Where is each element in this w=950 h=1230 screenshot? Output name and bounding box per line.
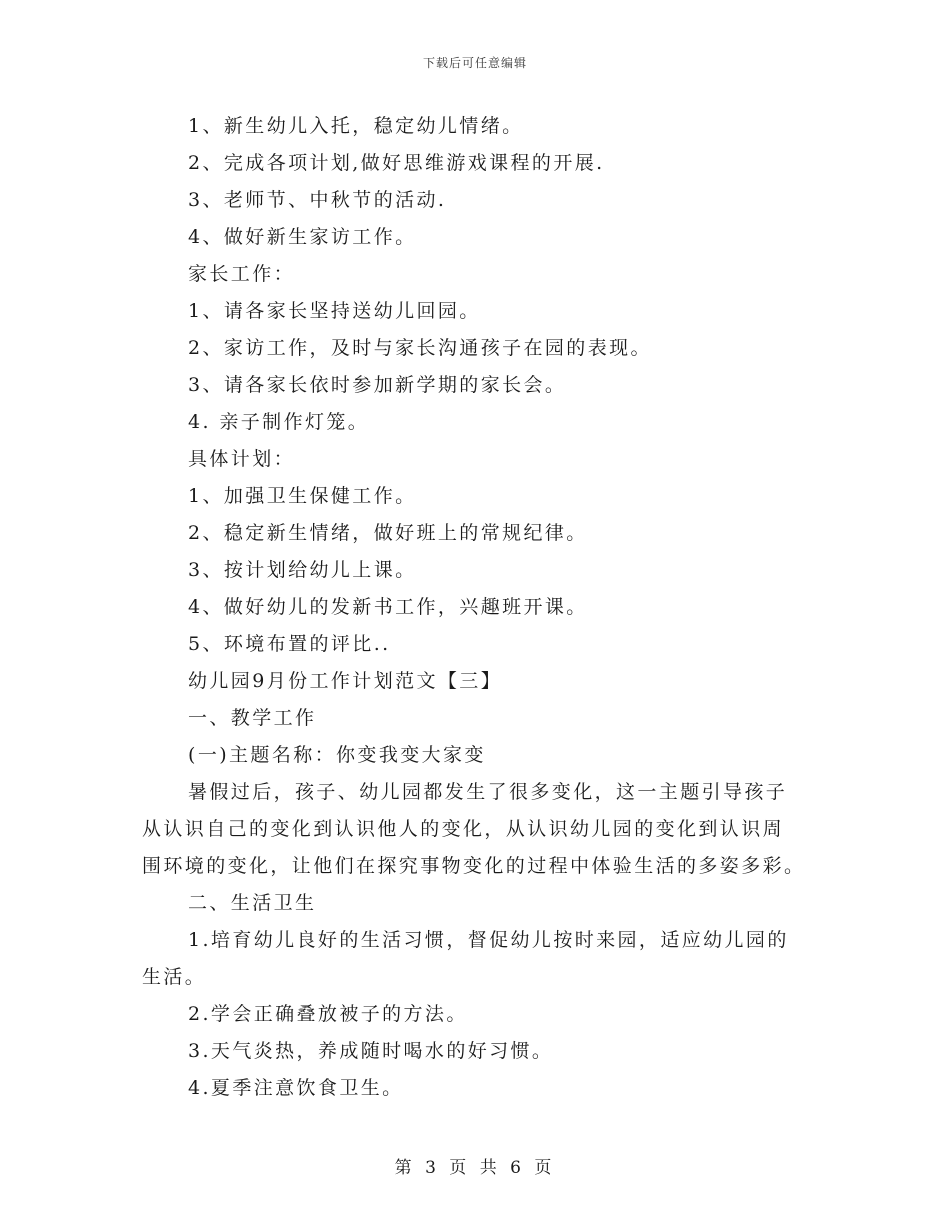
page-number-footer: 第 3 页 共 6 页: [394, 1158, 556, 1178]
paragraph-line: 暑假过后，孩子、幼儿园都发生了很多变化，这一主题引导孩子: [188, 781, 788, 803]
paragraph-line: 从认识自己的变化到认识他人的变化，从认识幼儿园的变化到认识周: [142, 818, 785, 840]
body-line: 2、稳定新生情绪，做好班上的常规纪律。: [188, 522, 588, 544]
section-heading: 一、教学工作: [188, 707, 317, 729]
body-line: 4、做好新生家访工作。: [188, 226, 417, 248]
body-line: 3、老师节、中秋节的活动.: [188, 189, 447, 211]
paragraph-line: 生活。: [142, 966, 207, 988]
body-line: 1、请各家长坚持送幼儿回园。: [188, 300, 481, 322]
document-body: [142, 108, 810, 1107]
body-line: 2.学会正确叠放被子的方法。: [188, 1003, 468, 1025]
body-line: 3、请各家长依时参加新学期的家长会。: [188, 374, 567, 396]
subsection-heading: (一)主题名称：你变我变大家变: [188, 744, 486, 766]
body-line: 2、完成各项计划,做好思维游戏课程的开展.: [188, 152, 605, 174]
section-heading: 家长工作：: [188, 263, 296, 285]
paragraph-line: 围环境的变化，让他们在探究事物变化的过程中体验生活的多姿多彩。: [142, 855, 806, 877]
body-line: 3、按计划给幼儿上课。: [188, 559, 417, 581]
section-heading: 二、生活卫生: [188, 892, 317, 914]
page-header: 下载后可任意编辑: [422, 56, 527, 70]
section-heading: 具体计划：: [188, 448, 296, 470]
body-line: 5、环境布置的评比..: [188, 633, 391, 655]
body-line: 1、加强卫生保健工作。: [188, 485, 417, 507]
paragraph-line: 1.培育幼儿良好的生活习惯，督促幼儿按时来园，适应幼儿园的: [188, 929, 789, 951]
body-line: 4.夏季注意饮食卫生。: [188, 1077, 404, 1099]
body-line: 4. 亲子制作灯笼。: [188, 411, 370, 433]
body-line: 3.天气炎热，养成随时喝水的好习惯。: [188, 1040, 554, 1062]
body-line: 4、做好幼儿的发新书工作，兴趣班开课。: [188, 596, 588, 618]
body-line: 2、家访工作，及时与家长沟通孩子在园的表现。: [188, 337, 652, 359]
article-title: 幼儿园9月份工作计划范文【三】: [188, 670, 503, 692]
body-line: 1、新生幼儿入托，稳定幼儿情绪。: [188, 115, 524, 137]
